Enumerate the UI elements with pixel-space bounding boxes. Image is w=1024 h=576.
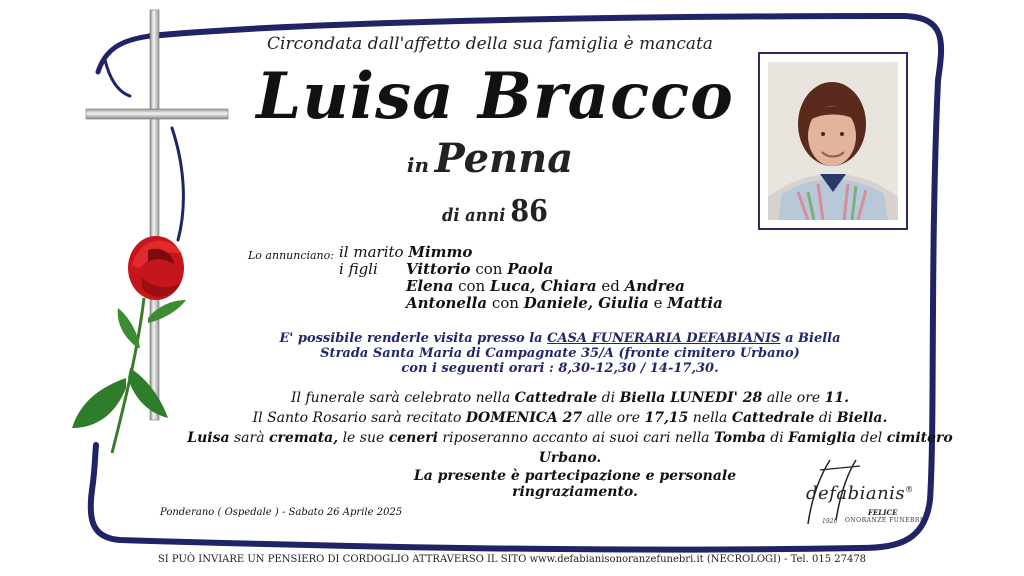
family-names: Andrea bbox=[624, 277, 685, 295]
portrait-photo bbox=[758, 52, 908, 230]
footer-text: SI PUÒ INVIARE UN PENSIERO DI CORDOGLIO ATTRAVERSO IL SITO www.defabianisonoranzefunebri.it (NECROLOGI) - Tel. 015 27478 bbox=[157, 554, 867, 565]
child-name: Elena bbox=[406, 277, 454, 295]
cremation-line: Luisa sarà cremata, le sue ceneri riposeranno accanto ai suoi cari nella Tomba di Famiglia del cimitero Urbano. bbox=[187, 430, 953, 466]
conjunction: con bbox=[475, 260, 503, 278]
conjunction: e bbox=[653, 294, 663, 312]
child-name: Antonella bbox=[406, 294, 488, 312]
conjunction: ed bbox=[601, 277, 620, 295]
intro-text: Circondata dall'affetto della sua famiglia è mancata bbox=[267, 34, 713, 54]
rosary-line: Il Santo Rosario sarà recitato DOMENICA 27 alle ore 17,15 nella Cattedrale di Biella. bbox=[252, 410, 888, 426]
visit-address: Strada Santa Maria di Campagnate 35/A (fronte cimitero Urbano) bbox=[320, 346, 800, 361]
thanks-text: La presente è partecipazione e personale ringraziamento. bbox=[413, 468, 737, 500]
children-relation: i figli bbox=[339, 260, 378, 278]
child-name: Vittorio bbox=[406, 260, 471, 278]
rose-icon bbox=[68, 228, 198, 463]
husband-relation: il marito bbox=[339, 243, 404, 261]
funeral-home-link[interactable]: CASA FUNERARIA DEFABIANIS bbox=[547, 331, 781, 346]
logo-subtitle: FELICE bbox=[868, 508, 898, 517]
conjunction: con bbox=[491, 294, 519, 312]
family-names: Mattia bbox=[667, 294, 723, 312]
visit-info bbox=[260, 331, 860, 376]
announcers-block bbox=[248, 244, 748, 324]
age-value: 86 bbox=[510, 194, 548, 229]
married-surname: Penna bbox=[434, 135, 574, 182]
visit-line: a Biella bbox=[785, 331, 841, 346]
visit-hours: con i seguenti orari : 8,30-12,30 / 14-17,30. bbox=[401, 361, 719, 376]
family-names: Paola bbox=[507, 260, 554, 278]
age bbox=[380, 194, 610, 229]
place-date: Ponderano ( Ospedale ) - Sabato 26 Aprile 2025 bbox=[160, 507, 403, 518]
logo-wordmark: defabianis® bbox=[806, 483, 914, 504]
announce-label: Lo annunciano: bbox=[248, 249, 334, 262]
conjunction: con bbox=[458, 277, 486, 295]
married-prefix: in bbox=[406, 153, 429, 177]
logo-tagline: ONORANZE FUNEBRI bbox=[845, 517, 923, 524]
family-names: Daniele, Giulia bbox=[523, 294, 649, 312]
funeral-line: Il funerale sarà celebrato nella Cattedrale di Biella LUNEDI' 28 alle ore 11. bbox=[290, 390, 850, 406]
logo-year: 1926 bbox=[822, 518, 838, 525]
age-prefix: di anni bbox=[442, 205, 506, 226]
visit-line: E' possibile renderle visita presso la bbox=[279, 331, 543, 346]
portrait-image bbox=[768, 62, 898, 220]
married-name bbox=[360, 135, 620, 182]
family-names: Luca, Chiara bbox=[489, 277, 597, 295]
deceased-name: Luisa Bracco bbox=[256, 59, 734, 134]
husband-name: Mimmo bbox=[408, 243, 473, 261]
